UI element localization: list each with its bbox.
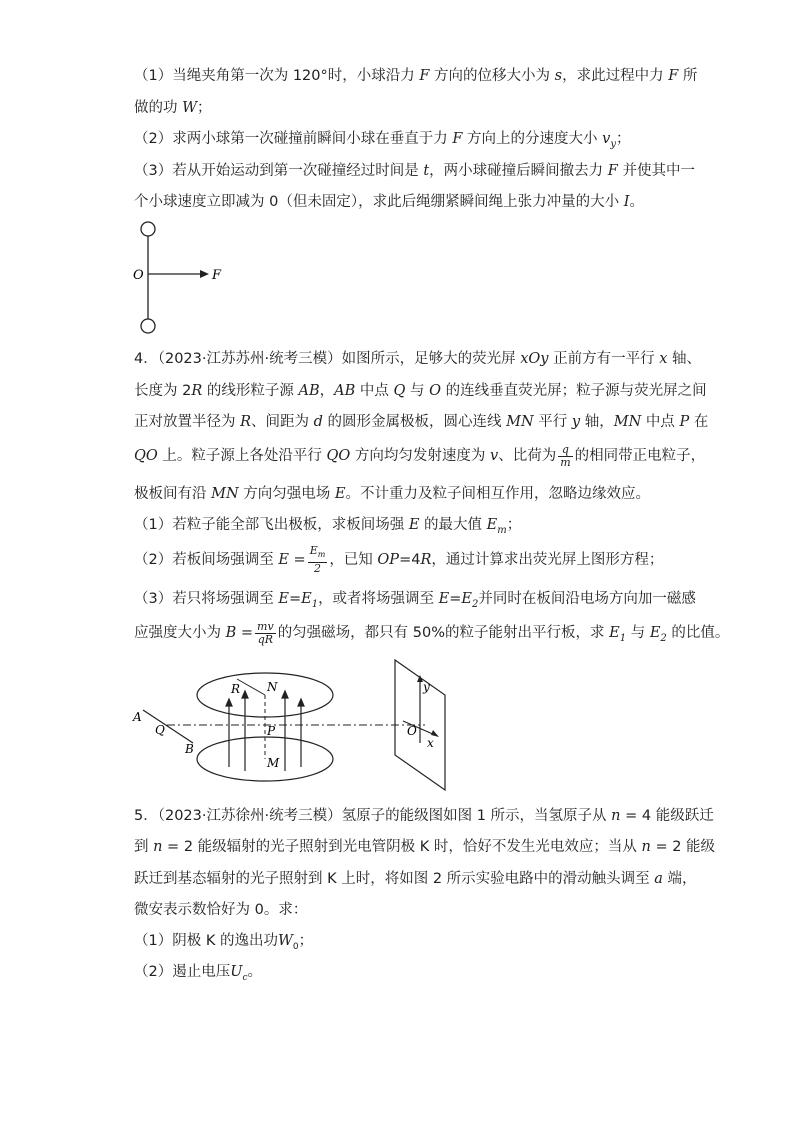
t: 微安表示数恰好为 0。求：: [134, 902, 308, 918]
t: W: [277, 933, 293, 949]
t: y: [610, 138, 616, 150]
t: E: [301, 591, 312, 607]
t: a: [654, 871, 663, 887]
label-Q: Q: [155, 723, 165, 737]
t: E: [486, 517, 498, 533]
t: x: [659, 351, 668, 367]
t: E: [649, 625, 661, 641]
label-N: N: [267, 680, 278, 694]
t: ；: [298, 933, 314, 949]
label-O: O: [407, 724, 417, 738]
t: E =: [278, 552, 306, 568]
t: v: [490, 448, 499, 464]
t: （2）遏止电压: [134, 964, 231, 980]
t: 0: [292, 941, 299, 952]
t: 应强度大小为: [134, 625, 226, 641]
t: 的连线垂直荧光屏；粒子源与荧光屏之间: [440, 383, 707, 399]
q5-line3: [134, 870, 697, 888]
t: 的线形粒子源: [202, 383, 299, 399]
t: 在: [689, 414, 709, 430]
t: E: [408, 517, 420, 533]
t: =: [288, 591, 302, 607]
t: m: [317, 550, 326, 560]
q3-sub1: [134, 67, 697, 85]
q4-line5: [134, 485, 650, 503]
t: 与: [626, 625, 650, 641]
t: = 2 能级辐射的光子照射到光电管阴极 K 时，恰好不发生光电效应；当从: [162, 839, 642, 855]
q4-line4: [134, 441, 705, 471]
t: 与: [405, 383, 430, 399]
t: 做的功: [134, 100, 183, 116]
t: 所: [678, 68, 698, 84]
t: 中点: [641, 414, 680, 430]
label-y: y: [423, 680, 430, 694]
t: 并使其中一: [617, 163, 695, 179]
label-B: B: [185, 742, 194, 756]
t: 个小球速度立即减为 0（但未固定），求此后绳绷紧瞬间绳上张力冲量的大小: [134, 194, 624, 210]
t: 极板间有沿: [134, 486, 212, 502]
t: P: [679, 414, 690, 430]
t: 4．（2023·江苏苏州·统考三模）如图所示，足够大的荧光屏: [134, 351, 521, 367]
q3-sub2: [134, 130, 630, 154]
t: AB: [298, 383, 320, 399]
t: ，: [319, 383, 335, 399]
t: （1）若粒子能全部飞出极板，求板间场强: [134, 517, 409, 533]
t: QO: [134, 448, 158, 464]
q5-sub2: [134, 963, 262, 987]
t: E: [438, 591, 450, 607]
t: n: [611, 808, 621, 824]
t: ，已知: [329, 552, 378, 568]
t: 平行: [533, 414, 572, 430]
t: 跃迁到基态辐射的光子照射到 K 上时，将如图 2 所示实验电路中的滑动触头调至: [134, 871, 655, 887]
t: ；: [615, 131, 631, 147]
t: 并同时在板间沿电场方向加一磁感: [478, 591, 696, 607]
t: （2）若板间场强调至: [134, 552, 279, 568]
t: 轴，: [580, 414, 614, 430]
t: 。: [247, 964, 263, 980]
t: qR: [257, 632, 274, 646]
t: F: [607, 163, 618, 179]
q3-sub3-cont: [134, 193, 644, 211]
t: 端，: [662, 871, 697, 887]
t: MN: [506, 414, 534, 430]
t: xOy: [520, 351, 549, 367]
field-B: [255, 621, 276, 646]
q5-line2: [134, 838, 715, 856]
t: 2: [472, 598, 479, 610]
label-M: M: [267, 756, 280, 770]
t: R: [191, 383, 203, 399]
label-R: R: [231, 682, 241, 696]
t: E: [278, 591, 289, 607]
q5-sub1: [134, 932, 313, 956]
q5-line4: [134, 901, 307, 919]
t: F: [452, 131, 463, 147]
t: （2）求两小球第一次碰撞前瞬间小球在垂直于力: [134, 131, 453, 147]
t: （3）若只将场强调至: [134, 591, 279, 607]
t: 的相同带正电粒子，: [574, 448, 706, 464]
t: s: [554, 68, 563, 84]
t: 的圆形金属极板，圆心连线: [322, 414, 507, 430]
t: 长度为 2: [134, 383, 192, 399]
t: 到: [134, 839, 154, 855]
t: 方向的位移大小为: [429, 68, 555, 84]
t: Q: [393, 383, 406, 399]
t: ，或者将场强调至: [318, 591, 439, 607]
q4-sub3: [134, 590, 696, 614]
t: R: [420, 552, 432, 568]
label-O: O: [133, 268, 144, 283]
t: MN: [613, 414, 642, 430]
t: 正对放置半径为: [134, 414, 241, 430]
t: 方向上的分速度大小: [462, 131, 603, 147]
q3-sub1-cont: [134, 99, 212, 117]
t: ；: [506, 517, 522, 533]
t: 、比荷为: [498, 448, 557, 464]
q4-sub2: [134, 545, 663, 575]
q4-figure: [125, 655, 470, 795]
t: W: [182, 100, 198, 116]
t: R: [240, 414, 252, 430]
t: m: [497, 524, 507, 536]
label-P: P: [267, 724, 276, 738]
t: ；: [197, 100, 212, 116]
charge-mass-ratio: [558, 444, 572, 469]
t: OP: [377, 552, 400, 568]
t: （1）当绳夹角第一次为 120°时，小球沿力: [134, 68, 420, 84]
t: F: [419, 68, 430, 84]
q4-line1: [134, 350, 701, 368]
q4-sub3-cont: [134, 618, 729, 654]
t: = 2 能级: [650, 839, 716, 855]
t: 方向匀强电场: [238, 486, 335, 502]
t: B =: [225, 625, 254, 641]
label-A: A: [133, 710, 142, 724]
t: 5．（2023·江苏徐州·统考三模）氢原子的能级图如图 1 所示，当氢原子从: [134, 808, 612, 824]
t: 2: [314, 561, 321, 575]
t: 、间距为: [251, 414, 314, 430]
label-F: F: [212, 268, 222, 283]
t: 上。粒子源上各处沿平行: [157, 448, 327, 464]
t: （1）阴极 K 的逸出功: [134, 933, 278, 949]
t: 1: [311, 598, 319, 610]
t: 的比值。: [666, 625, 730, 641]
t: 方向均匀发射速度为: [350, 448, 490, 464]
t: AB: [334, 383, 356, 399]
t: =: [449, 591, 462, 607]
q5-line1: [134, 807, 714, 825]
q4-line2: [134, 382, 707, 400]
t: =4: [399, 552, 421, 568]
t: QO: [326, 448, 351, 464]
half-Em: [308, 545, 328, 574]
t: I: [623, 194, 630, 210]
t: E: [609, 625, 620, 641]
t: m: [560, 455, 571, 469]
q3-sub3: [134, 162, 695, 180]
t: MN: [211, 486, 239, 502]
t: E: [309, 544, 318, 558]
t: 1: [619, 632, 627, 644]
q4-line3: [134, 413, 708, 431]
t: n: [641, 839, 651, 855]
t: （3）若从开始运动到第一次碰撞经过时间是: [134, 163, 424, 179]
t: E: [461, 591, 473, 607]
t: c: [242, 972, 248, 983]
t: ，两小球碰撞后瞬间撤去力: [429, 163, 608, 179]
t: n: [153, 839, 163, 855]
t: 。: [629, 194, 644, 210]
t: ，通过计算求出荧光屏上图形方程；: [431, 552, 664, 568]
t: ，求此过程中力: [562, 68, 669, 84]
t: 中点: [355, 383, 394, 399]
q3-figure: [125, 218, 235, 338]
t: 正前方有一平行: [548, 351, 660, 367]
t: q: [558, 444, 572, 457]
t: t: [423, 163, 430, 179]
t: F: [668, 68, 679, 84]
t: 的最大值: [419, 517, 487, 533]
t: v: [602, 131, 611, 147]
label-x: x: [427, 736, 434, 750]
t: = 4 能级跃迁: [620, 808, 714, 824]
t: 轴、: [667, 351, 701, 367]
t: E: [334, 486, 346, 502]
t: d: [313, 414, 323, 430]
t: 的匀强磁场，都只有 50%的粒子能射出平行板，求: [277, 625, 610, 641]
t: U: [230, 964, 243, 980]
t: 。不计重力及粒子间相互作用，忽略边缘效应。: [345, 486, 650, 502]
q4-sub1: [134, 516, 521, 540]
t: mv: [257, 619, 274, 633]
t: O: [429, 383, 441, 399]
t: 2: [660, 632, 667, 644]
t: y: [571, 414, 581, 430]
